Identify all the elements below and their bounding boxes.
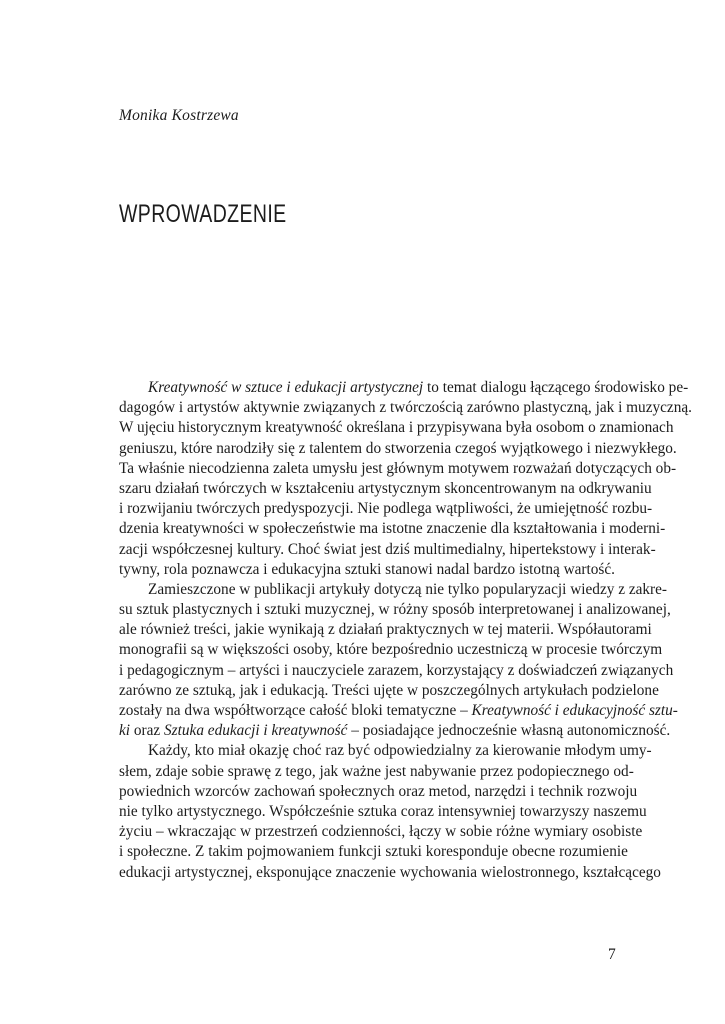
text-line bbox=[119, 459, 677, 479]
text-run: oraz bbox=[130, 722, 165, 740]
text-line bbox=[119, 741, 652, 761]
text-line bbox=[119, 842, 626, 862]
paragraph bbox=[119, 378, 692, 580]
text-line bbox=[119, 721, 671, 741]
text-line bbox=[119, 863, 661, 883]
text-run: edukacji artystycznej, eksponujące znaczenie wychowania wielostronnego, kształcącego bbox=[119, 863, 661, 881]
chapter-title: WPROWADZENIE bbox=[119, 200, 287, 228]
text-line bbox=[119, 802, 647, 822]
text-run: Zamieszczone w publikacji artykuły dotyczą nie tylko popularyzacji wiedzy z zakre- bbox=[148, 580, 668, 598]
text-line bbox=[119, 620, 652, 640]
text-line bbox=[119, 640, 663, 660]
author-name: Monika Kostrzewa bbox=[119, 107, 239, 124]
text-run: – posiadające jednocześnie własną autonomiczność. bbox=[347, 722, 671, 740]
italic-text: Kreatywność i edukacyjność sztu- bbox=[471, 702, 678, 719]
text-run: tywny, rola poznawcza i edukacyjna sztuki stanowi nadal bardzo istotną wartość. bbox=[119, 560, 615, 578]
text-line bbox=[119, 701, 678, 721]
text-line bbox=[119, 378, 689, 398]
text-run: powiednich wzorców zachowań społecznych oraz metod, narzędzi i technik rozwoju bbox=[119, 782, 638, 800]
text-run: i rozwijaniu twórczych predyspozycji. Nie podlega wątpliwości, że umiejętność rozbu- bbox=[119, 500, 653, 518]
text-run: i pedagogicznym – artyści i nauczyciele zarazem, korzystający z doświadczeń związanych bbox=[119, 661, 674, 679]
text-line bbox=[119, 479, 652, 499]
body-text bbox=[119, 378, 692, 883]
text-run: W ujęciu historycznym kreatywność określana i przypisywana była osobom o znamionach bbox=[119, 419, 674, 437]
text-run: życiu – wkraczając w przestrzeń codzienności, łączy w sobie różne wymiary osobiste bbox=[119, 823, 643, 841]
text-run: zostały na dwa współtworzące całość bloki tematyczne – bbox=[119, 702, 472, 719]
paragraph bbox=[119, 741, 661, 882]
text-run: szaru działań twórczych w kształceniu artystycznym skoncentrowanym na odkrywaniu bbox=[119, 479, 652, 497]
text-run: Każdy, kto miał okazję choć raz być odpowiedzialny za kierowanie młodym umy- bbox=[148, 742, 652, 760]
text-run: zacji współczesnej kultury. Choć świat jest dziś multimedialny, hipertekstowy i interak- bbox=[119, 540, 656, 558]
text-line bbox=[119, 661, 674, 681]
text-line bbox=[119, 681, 659, 701]
text-line bbox=[119, 499, 653, 519]
text-run: to temat dialogu łączącego środowisko pe- bbox=[423, 379, 689, 396]
text-line bbox=[119, 398, 692, 418]
italic-text: Kreatywność w sztuce i edukacji artystycznej bbox=[148, 379, 424, 396]
text-line bbox=[119, 822, 643, 842]
text-run: monografii są w większości osoby, które bezpośrednio uczestniczą w procesie twórczym bbox=[119, 641, 663, 659]
text-line bbox=[119, 782, 638, 802]
text-run: Ta właśnie niecodzienna zaleta umysłu jest głównym motywem rozważań dotyczących ob- bbox=[119, 459, 677, 477]
italic-text: ki bbox=[119, 722, 131, 740]
page-number: 7 bbox=[608, 946, 616, 963]
text-line bbox=[119, 580, 668, 600]
text-line bbox=[119, 560, 626, 580]
text-run: dagogów i artystów aktywnie związanych z twórczością zarówno plastyczną, jak i muzyczną. bbox=[119, 399, 692, 417]
text-run: ale również treści, jakie wynikają z działań praktycznych w tej materii. Współautorami bbox=[119, 621, 652, 639]
text-run: zarówno ze sztuką, jak i edukacją. Treści ujęte w poszczególnych artykułach podzielone bbox=[119, 681, 659, 699]
text-run: słem, zdaje sobie sprawę z tego, jak ważne jest nabywanie przez podopiecznego od- bbox=[119, 762, 634, 780]
text-line bbox=[119, 540, 656, 560]
text-line bbox=[119, 762, 634, 782]
text-run: geniuszu, które narodziły się z talentem do stworzenia czegoś wyjątkowego i niezwykłego. bbox=[119, 439, 677, 457]
italic-text: Sztuka edukacji i kreatywność bbox=[164, 722, 348, 740]
text-line bbox=[119, 519, 666, 539]
text-run: nie tylko artystycznego. Współcześnie sztuka coraz intensywniej towarzyszy naszemu bbox=[119, 802, 647, 820]
text-run: i społeczne. Z takim pojmowaniem funkcji sztuki koresponduje obecne rozumienie bbox=[119, 843, 628, 861]
text-run: su sztuk plastycznych i sztuki muzycznej, w różny sposób interpretowanej i analizowanej, bbox=[119, 601, 671, 619]
text-line bbox=[119, 600, 671, 620]
paragraph bbox=[119, 580, 678, 742]
text-line bbox=[119, 439, 677, 459]
text-run: dzenia kreatywności w społeczeństwie ma istotne znaczenie dla kształtowania i moderni- bbox=[119, 520, 666, 538]
text-line bbox=[119, 418, 674, 438]
